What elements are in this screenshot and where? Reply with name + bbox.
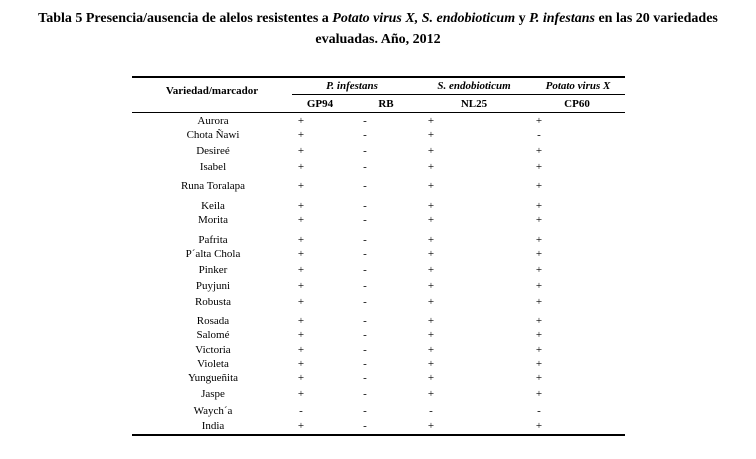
marker-rb-value: -: [363, 388, 367, 400]
group-header-s-endobioticum: [418, 80, 530, 93]
marker-cp60-value: +: [535, 145, 543, 157]
marker-nl25-value: +: [427, 115, 435, 127]
variety-name: Salomé: [196, 329, 230, 341]
variety-name: Puyjuni: [195, 280, 231, 292]
caption-pvx: Potato virus X,: [332, 11, 419, 26]
marker-cp60-value: -: [537, 405, 541, 417]
marker-nl25-value: +: [427, 214, 435, 226]
marker-cp60-value: +: [535, 315, 543, 327]
variety-name: Morita: [198, 214, 228, 226]
caption-line-1: [0, 8, 756, 29]
marker-rb-value: -: [363, 115, 367, 127]
marker-gp94-value: +: [297, 315, 305, 327]
marker-cp60-value: +: [535, 280, 543, 292]
marker-cp60-value: -: [537, 129, 541, 141]
marker-rb-value: -: [363, 405, 367, 417]
marker-gp94-value: +: [297, 129, 305, 141]
marker-gp94-value: +: [297, 180, 305, 192]
variety-name: Isabel: [199, 161, 227, 173]
marker-cp60-value: +: [535, 420, 543, 432]
marker-rb-value: -: [363, 200, 367, 212]
marker-rb-value: -: [363, 372, 367, 384]
variety-name: Pinker: [198, 264, 228, 276]
caption-tail: en las 20 variedades: [598, 11, 718, 26]
variety-name: Robusta: [194, 296, 232, 308]
variety-name: Victoria: [195, 344, 231, 356]
marker-nl25-value: +: [427, 145, 435, 157]
caption-sendo: S. endobioticum: [421, 11, 516, 26]
marker-gp94-value: +: [297, 248, 305, 260]
marker-cp60-value: +: [535, 248, 543, 260]
marker-cp60-value: +: [535, 372, 543, 384]
group-header-potato-virus-x: [530, 80, 626, 93]
marker-rb-value: -: [363, 315, 367, 327]
marker-nl25-value: +: [427, 420, 435, 432]
row-label-header: Variedad/marcador: [165, 85, 259, 97]
marker-cp60-value: +: [535, 388, 543, 400]
marker-nl25-value: +: [427, 358, 435, 370]
variety-name: Jaspe: [201, 388, 225, 400]
header-rule: [132, 112, 625, 113]
marker-rb-value: -: [363, 129, 367, 141]
caption-pinf: P. infestans: [529, 11, 595, 26]
marker-gp94-value: +: [297, 388, 305, 400]
marker-nl25-value: +: [427, 180, 435, 192]
variety-name: Desireé: [196, 145, 230, 157]
variety-name: P´alta Chola: [185, 248, 241, 260]
marker-header-gp94: GP94: [306, 98, 334, 110]
marker-cp60-value: +: [535, 344, 543, 356]
marker-gp94-value: -: [299, 405, 303, 417]
marker-rb-value: -: [363, 264, 367, 276]
group-header-s-endobioticum-text: S. endobioticum: [437, 80, 511, 92]
marker-gp94-value: +: [297, 358, 305, 370]
marker-cp60-value: +: [535, 234, 543, 246]
marker-gp94-value: +: [297, 420, 305, 432]
marker-rb-value: -: [363, 248, 367, 260]
marker-gp94-value: +: [297, 214, 305, 226]
marker-nl25-value: -: [429, 405, 433, 417]
table-caption: [0, 8, 756, 50]
marker-header-cp60: CP60: [564, 98, 590, 110]
marker-cp60-value: +: [535, 161, 543, 173]
top-rule: [132, 76, 625, 78]
marker-gp94-value: +: [297, 115, 305, 127]
marker-nl25-value: +: [427, 280, 435, 292]
variety-name: Yungueñita: [187, 372, 239, 384]
group-header-potato-virus-x-text: Potato virus X: [545, 80, 611, 92]
marker-gp94-value: +: [297, 296, 305, 308]
marker-rb-value: -: [363, 280, 367, 292]
marker-nl25-value: +: [427, 200, 435, 212]
marker-gp94-value: +: [297, 329, 305, 341]
variety-name: India: [201, 420, 225, 432]
variety-name: Keila: [201, 200, 225, 212]
marker-gp94-value: +: [297, 234, 305, 246]
marker-rb-value: -: [363, 145, 367, 157]
group-header-p-infestans-text: P. infestans: [326, 80, 378, 92]
marker-nl25-value: +: [427, 248, 435, 260]
marker-gp94-value: +: [297, 264, 305, 276]
marker-cp60-value: +: [535, 180, 543, 192]
variety-name: Pafrita: [198, 234, 228, 246]
marker-nl25-value: +: [427, 161, 435, 173]
marker-nl25-value: +: [427, 264, 435, 276]
marker-cp60-value: +: [535, 115, 543, 127]
group-rule: [292, 94, 625, 95]
marker-gp94-value: +: [297, 145, 305, 157]
marker-rb-value: -: [363, 234, 367, 246]
variety-name: Waych´a: [193, 405, 233, 417]
marker-nl25-value: +: [427, 315, 435, 327]
marker-rb-value: -: [363, 214, 367, 226]
marker-cp60-value: +: [535, 296, 543, 308]
marker-cp60-value: +: [535, 200, 543, 212]
variety-name: Runa Toralapa: [180, 180, 246, 192]
marker-gp94-value: +: [297, 372, 305, 384]
marker-nl25-value: +: [427, 372, 435, 384]
marker-rb-value: -: [363, 180, 367, 192]
marker-header-nl25: NL25: [460, 98, 488, 110]
marker-gp94-value: +: [297, 161, 305, 173]
marker-nl25-value: +: [427, 344, 435, 356]
variety-name: Chota Ñawi: [186, 129, 240, 141]
caption-lead: Tabla 5 Presencia/ausencia de alelos resistentes a: [38, 11, 329, 26]
marker-rb-value: -: [363, 344, 367, 356]
group-header-p-infestans: [292, 80, 412, 93]
marker-rb-value: -: [363, 296, 367, 308]
marker-nl25-value: +: [427, 129, 435, 141]
marker-cp60-value: +: [535, 214, 543, 226]
marker-nl25-value: +: [427, 234, 435, 246]
marker-rb-value: -: [363, 420, 367, 432]
caption-y: y: [518, 11, 526, 26]
marker-nl25-value: +: [427, 296, 435, 308]
marker-cp60-value: +: [535, 264, 543, 276]
variety-name: Rosada: [196, 315, 230, 327]
marker-rb-value: -: [363, 161, 367, 173]
marker-nl25-value: +: [427, 329, 435, 341]
marker-cp60-value: +: [535, 329, 543, 341]
marker-rb-value: -: [363, 329, 367, 341]
marker-header-rb: RB: [378, 98, 394, 110]
marker-rb-value: -: [363, 358, 367, 370]
bottom-rule: [132, 434, 625, 436]
marker-cp60-value: +: [535, 358, 543, 370]
marker-gp94-value: +: [297, 344, 305, 356]
marker-gp94-value: +: [297, 200, 305, 212]
variety-name: Aurora: [197, 115, 229, 127]
caption-line-2: evaluadas. Año, 2012: [315, 32, 441, 47]
marker-nl25-value: +: [427, 388, 435, 400]
variety-name: Violeta: [197, 358, 229, 370]
marker-gp94-value: +: [297, 280, 305, 292]
